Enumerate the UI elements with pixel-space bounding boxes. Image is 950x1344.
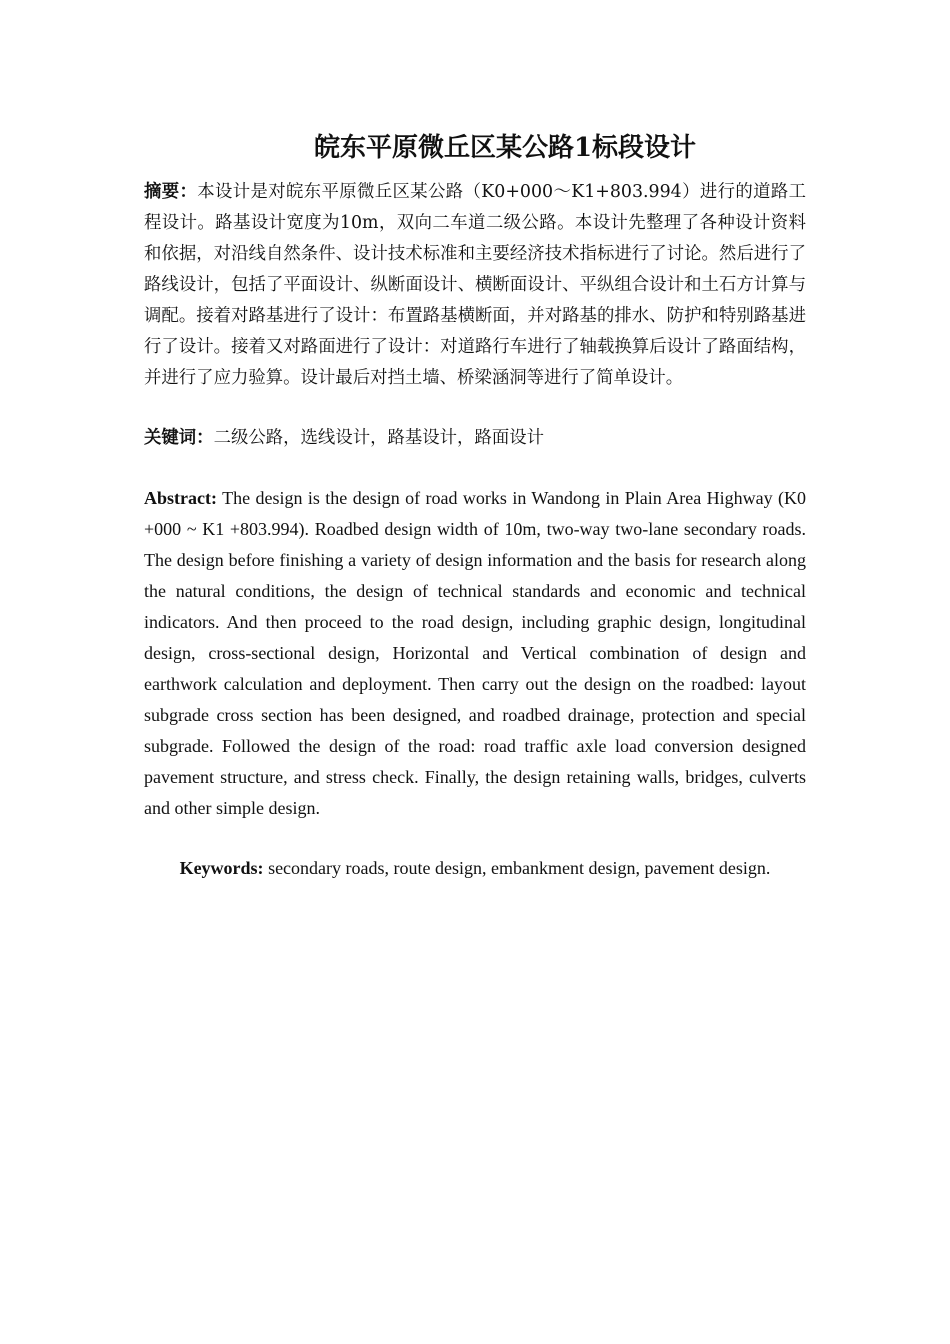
keywords-en-label: Keywords: xyxy=(179,858,264,878)
document-body xyxy=(144,177,806,884)
abstract-cn-paragraph xyxy=(144,177,806,394)
abstract-en-text: The design is the design of road works in Wandong in Plain Area Highway (K0 +000 ~ K1 +803.994). Roadbed design width of 10m, two-way two-lane secondary roads. The design before finishing a variety of design information and the basis for research along the natural conditions, the design of technical standards and economic and technical indicators. And then proceed to the road design, including graphic design, longitudinal design, cross-sectional design, Horizontal and Vertical combination of design and earthwork calculation and deployment. Then carry out the design on the roadbed: layout subgrade cross section has been designed, and roadbed drainage, protection and special subgrade. Followed the design of the road: road traffic axle load conversion designed pavement structure, and stress check. Finally, the design retaining walls, bridges, culverts and other simple design. xyxy=(144,488,806,818)
spacer xyxy=(144,824,806,853)
spacer xyxy=(144,394,806,423)
keywords-en-paragraph xyxy=(144,853,806,884)
keywords-en-text: secondary roads, route design, embankment design, pavement design. xyxy=(268,858,771,878)
abstract-en-paragraph xyxy=(144,483,806,824)
abstract-cn-label: 摘要： xyxy=(144,182,198,202)
keywords-cn-text: 二级公路，选线设计，路基设计，路面设计 xyxy=(213,428,545,448)
document-title: 皖东平原微丘区某公路1标段设计 xyxy=(313,133,697,163)
keywords-cn-paragraph xyxy=(144,423,806,454)
keywords-cn-label: 关键词： xyxy=(144,428,214,448)
spacer xyxy=(144,454,806,483)
abstract-en-label: Abstract: xyxy=(144,488,217,508)
abstract-cn-text: 本设计是对皖东平原微丘区某公路（K0+000～K1+803.994）进行的道路工程设计。路基设计宽度为10m，双向二车道二级公路。本设计先整理了各种设计资料和依据，对沿线自然条件、设计技术标准和主要经济技术指标进行了讨论。然后进行了路线设计，包括了平面设计、纵断面设计、横断面设计、平纵组合设计和土石方计算与调配。接着对路基进行了设计：布置路基横断面，并对路基的排水、防护和特别路基进行了设计。接着又对路面进行了设计：对道路行车进行了轴载换算后设计了路面结构，并进行了应力验算。设计最后对挡土墙、桥梁涵洞等进行了简单设计。 xyxy=(144,182,806,388)
